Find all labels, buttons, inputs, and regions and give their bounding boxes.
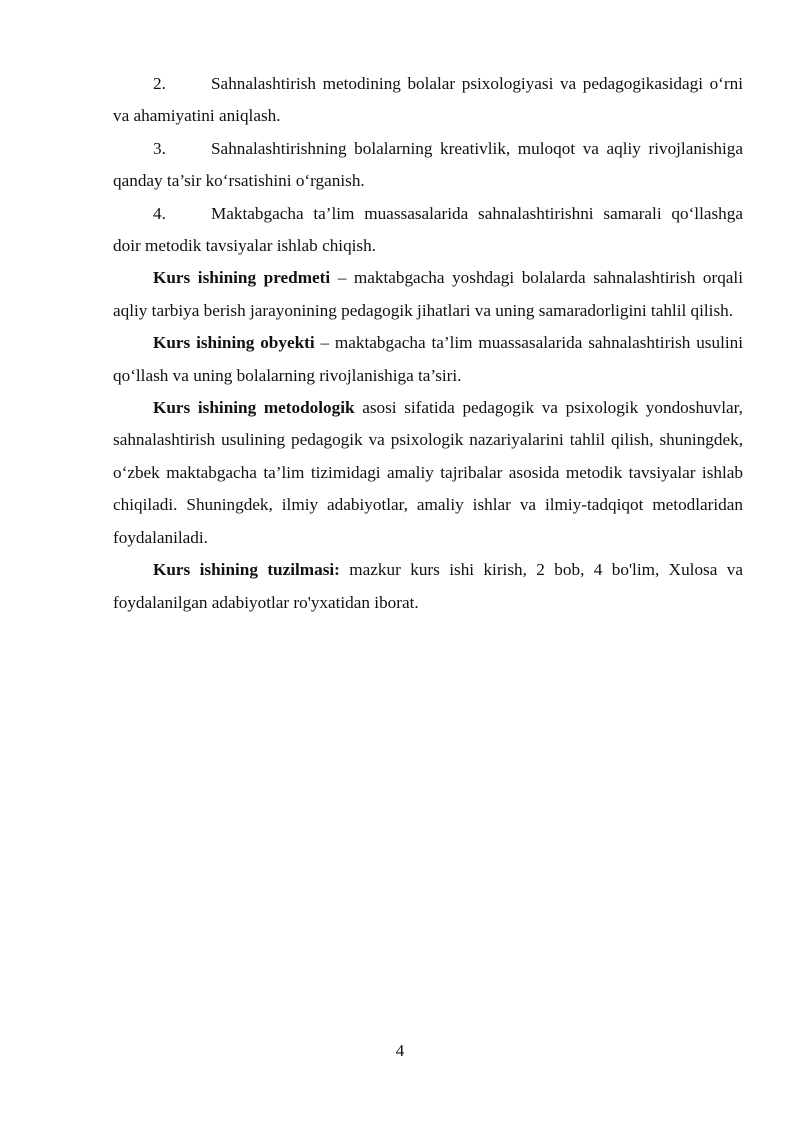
paragraph-text: – maktabgacha ta’lim muassasalarida sahnalashtirish usulini qo‘llash va uning bolalarning rivojlanishiga ta’siri.: [113, 333, 743, 385]
list-item: [113, 133, 743, 198]
paragraph-structure: [113, 554, 743, 619]
paragraph-heading: Kurs ishining tuzilmasi:: [153, 560, 340, 580]
paragraph-text: mazkur kurs ishi kirish, 2 bob, 4 bo'lim, Xulosa va foydalanilgan adabiyotlar ro'yxatidan iborat.: [113, 560, 743, 612]
paragraph-text: asosi sifatida pedagogik va psixologik yondoshuvlar, sahnalashtirish usulining pedagogik va psixologik nazariyalarini tahlil qilish, shuningdek, o‘zbek maktabgacha ta’lim tizimidagi amaliy tajribalar asosida metodik tavsiyalar ishlab chiqiladi. Shuningdek, ilmiy adabiyotlar, amaliy ishlar va ilmiy-tadqiqot metodlaridan foydalaniladi.: [113, 398, 743, 547]
list-item-number: 3.: [153, 138, 166, 158]
list-item-number: 4.: [153, 203, 166, 223]
paragraph-methodology: [113, 392, 743, 554]
page-number: 4: [395, 1041, 405, 1060]
list-item: [113, 68, 743, 133]
paragraph-object: [113, 327, 743, 392]
list-item-number: 2.: [153, 74, 166, 93]
page-body: [113, 68, 743, 619]
list-item-text: Sahnalashtirish metodining bolalar psixologiyasi va pedagogikasidagi o‘rni va ahamiyatini aniqlash.: [113, 74, 743, 126]
list-item-text: Sahnalashtirishning bolalarning kreativlik, muloqot va aqliy rivojlanishiga qanday ta’sir ko‘rsatishini o‘rganish.: [113, 138, 743, 191]
paragraph-heading: Kurs ishining metodologik: [153, 398, 355, 418]
list-item-text: Maktabgacha ta’lim muassasalarida sahnalashtirishni samarali qo‘llashga doir metodik tavsiyalar ishlab chiqish.: [113, 203, 743, 256]
paragraph-text: – maktabgacha yoshdagi bolalarda sahnalashtirish orqali aqliy tarbiya berish jarayonining pedagogik jihatlari va uning samaradorligini tahlil qilish.: [113, 268, 743, 320]
paragraph-heading: Kurs ishining predmeti: [153, 268, 331, 288]
paragraph-heading: Kurs ishining obyekti: [153, 333, 315, 353]
list-item: [113, 198, 743, 263]
paragraph-subject: [113, 262, 743, 327]
